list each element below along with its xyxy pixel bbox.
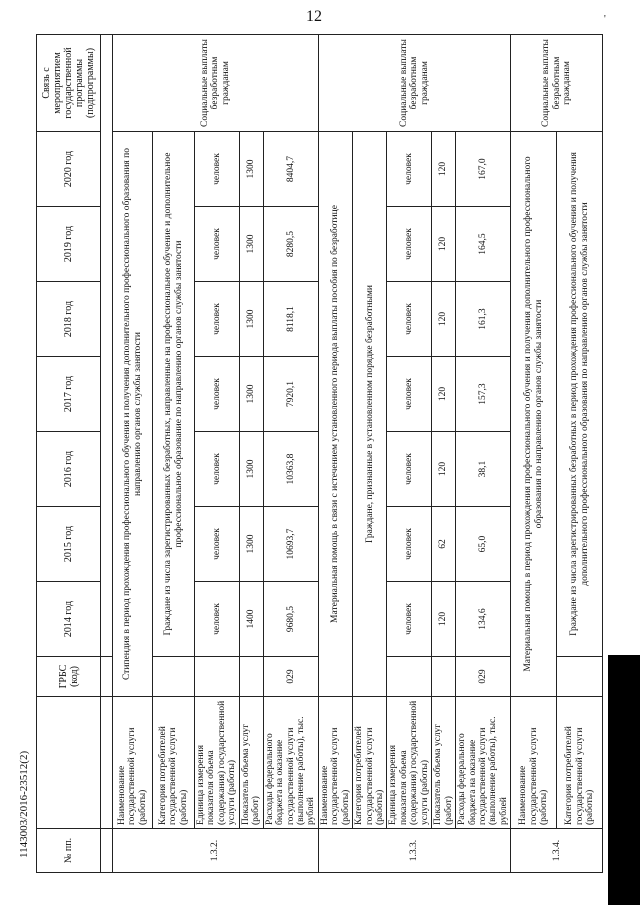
unit-cell: человек <box>195 132 240 207</box>
scan-edge-bar <box>608 655 640 905</box>
expense-cell: 7920,1 <box>263 357 318 432</box>
consumer-category: Граждане из числа зарегистрированных безработных, направленные на профессиональное обучение и дополнительное профессиональное образование по направлению органов службы занятости <box>153 132 195 657</box>
volume-cell: 62 <box>432 507 456 582</box>
header-year: 2016 год <box>37 432 101 507</box>
expense-cell: 157,3 <box>456 357 511 432</box>
rotated-table-wrapper <box>36 35 595 873</box>
empty-cell <box>239 657 263 697</box>
volume-cell: 120 <box>432 357 456 432</box>
service-name: Материальная помощь в связи с истечением установленного периода выплаты пособия по безработице <box>318 132 352 697</box>
header-label <box>37 697 101 829</box>
volume-cell: 1300 <box>239 132 263 207</box>
empty-cell <box>387 657 432 697</box>
unit-cell: человек <box>195 507 240 582</box>
header-year: 2014 год <box>37 582 101 657</box>
service-row <box>511 35 557 873</box>
page-number: 12 <box>306 8 322 25</box>
expense-cell: 10363,8 <box>263 432 318 507</box>
volume-row <box>239 35 263 873</box>
unit-cell: человек <box>195 282 240 357</box>
volume-row <box>432 35 456 873</box>
row-label: Наименование государственной услуги (работы) <box>318 697 352 829</box>
volume-cell: 120 <box>432 207 456 282</box>
spacer-row <box>101 35 113 873</box>
service-name: Материальная помощь в период прохождения профессионального обучения и получения дополнительного профессионального образования по направлению органов службы занятости <box>511 132 557 697</box>
program-link: Социальные выплаты безработным гражданам <box>113 35 319 132</box>
unit-row <box>387 35 432 873</box>
row-label: Расходы федерального бюджета на оказание государственной услуги (выполнение работы), тыс. рублей <box>263 697 318 829</box>
row-label: Показатель объема услуг (работ) <box>239 697 263 829</box>
row-label: Наименование государственной услуги (работы) <box>511 697 557 829</box>
grbs-code: 029 <box>456 657 511 697</box>
empty-cell <box>153 657 195 697</box>
expenses-row <box>456 35 511 873</box>
expense-cell: 10693,7 <box>263 507 318 582</box>
expense-cell: 8118,1 <box>263 282 318 357</box>
header-year: 2017 год <box>37 357 101 432</box>
expense-cell: 161,3 <box>456 282 511 357</box>
row-label: Наименование государственной услуги (работы) <box>113 697 153 829</box>
row-label: Категория потребителей государственной услуги (работы) <box>153 697 195 829</box>
header-year: 2019 год <box>37 207 101 282</box>
category-row <box>557 35 603 873</box>
expense-cell: 65,0 <box>456 507 511 582</box>
volume-cell: 120 <box>432 432 456 507</box>
empty-cell <box>101 829 113 873</box>
empty-cell <box>195 657 240 697</box>
service-row <box>318 35 352 873</box>
volume-cell: 1300 <box>239 432 263 507</box>
row-label: Единица измерения показателя объема (содержания) государственной услуги (работы) <box>195 697 240 829</box>
row-label: Расходы федерального бюджета на оказание государственной услуги (выполнение работы), тыс. рублей <box>456 697 511 829</box>
service-name: Стипендия в период прохождения профессионального обучения и получения дополнительного профессионального образования по направлению органов службы занятости <box>113 132 153 697</box>
expense-cell: 9680,5 <box>263 582 318 657</box>
header-grbs: ГРБС (код) <box>37 657 101 697</box>
header-row <box>37 35 101 873</box>
unit-cell: человек <box>195 357 240 432</box>
expense-cell: 8280,5 <box>263 207 318 282</box>
volume-cell: 120 <box>432 582 456 657</box>
volume-cell: 1300 <box>239 357 263 432</box>
expense-cell: 134,6 <box>456 582 511 657</box>
header-year: 2018 год <box>37 282 101 357</box>
category-row <box>353 35 387 873</box>
service-row <box>113 35 153 873</box>
empty-cell <box>101 657 113 697</box>
program-link: Социальные выплаты безработным гражданам <box>318 35 510 132</box>
unit-cell: человек <box>387 507 432 582</box>
unit-cell: человек <box>387 432 432 507</box>
unit-cell: человек <box>195 432 240 507</box>
header-num: № пп. <box>37 829 101 873</box>
row-label: Единица измерения показателя объема (содержания) государственной услуги (работы) <box>387 697 432 829</box>
empty-cell <box>432 657 456 697</box>
consumer-category: Граждане из числа зарегистрированных безработных в период прохождения профессионального обучения и получения дополнительного профессионального образования по направлению органов службы занятости <box>557 132 603 657</box>
expense-cell: 8404,7 <box>263 132 318 207</box>
empty-cell <box>557 657 603 697</box>
stray-mark: ' <box>604 14 606 25</box>
row-number: 1.3.2. <box>113 829 319 873</box>
unit-cell: человек <box>387 357 432 432</box>
services-table <box>36 34 603 873</box>
document-code: 1143003/2016-23512(2) <box>18 750 30 858</box>
volume-cell: 1300 <box>239 207 263 282</box>
volume-cell: 120 <box>432 282 456 357</box>
category-row <box>153 35 195 873</box>
row-number: 1.3.4. <box>511 829 603 873</box>
volume-cell: 1300 <box>239 507 263 582</box>
row-number: 1.3.3. <box>318 829 510 873</box>
header-year: 2020 год <box>37 132 101 207</box>
expense-cell: 38,1 <box>456 432 511 507</box>
program-link: Социальные выплаты безработным гражданам <box>511 35 603 132</box>
volume-cell: 120 <box>432 132 456 207</box>
volume-cell: 1400 <box>239 582 263 657</box>
unit-cell: человек <box>195 207 240 282</box>
unit-cell: человек <box>387 582 432 657</box>
header-link: Связь с мероприятием государственной программы (подпрограммы) <box>37 35 101 132</box>
grbs-code: 029 <box>263 657 318 697</box>
unit-row <box>195 35 240 873</box>
header-year: 2015 год <box>37 507 101 582</box>
row-label: Показатель объема услуг (работ) <box>432 697 456 829</box>
row-label: Категория потребителей государственной услуги (работы) <box>353 697 387 829</box>
row-label: Категория потребителей государственной услуги (работы) <box>557 697 603 829</box>
unit-cell: человек <box>387 132 432 207</box>
expense-cell: 167,0 <box>456 132 511 207</box>
volume-cell: 1300 <box>239 282 263 357</box>
empty-cell <box>101 697 113 829</box>
empty-cell <box>101 35 113 657</box>
unit-cell: человек <box>387 207 432 282</box>
unit-cell: человек <box>195 582 240 657</box>
expenses-row <box>263 35 318 873</box>
unit-cell: человек <box>387 282 432 357</box>
expense-cell: 164,5 <box>456 207 511 282</box>
consumer-category: Граждане, признанные в установленном порядке безработными <box>353 132 387 697</box>
